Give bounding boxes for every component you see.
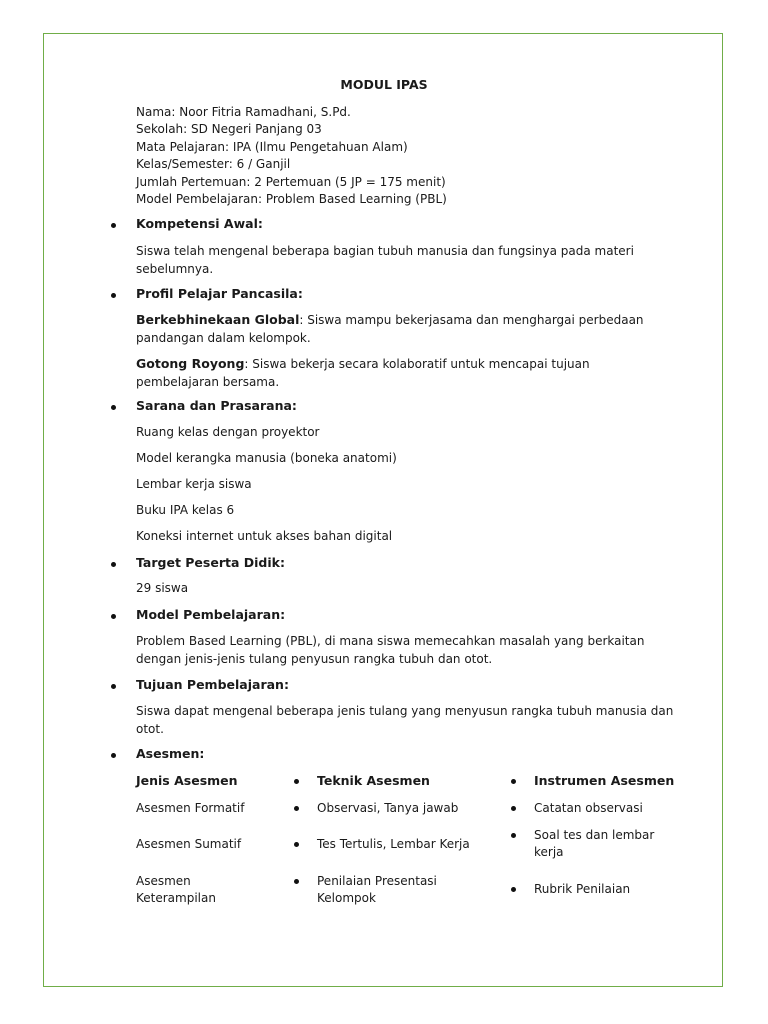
target-heading: Target Peserta Didik: bbox=[136, 555, 285, 570]
kompetensi-text: Siswa telah mengenal beberapa bagian tubuh manusia dan fungsinya pada materi sebelumnya. bbox=[136, 244, 634, 276]
profil-desc: : Siswa mampu bekerjasama dan menghargai perbedaan pandangan dalam kelompok. bbox=[136, 313, 644, 345]
table-header-teknik: Teknik Asesmen bbox=[317, 773, 430, 788]
bullet-icon bbox=[111, 293, 116, 298]
info-block bbox=[136, 104, 447, 208]
bullet-icon bbox=[111, 684, 116, 689]
tujuan-heading: Tujuan Pembelajaran: bbox=[136, 677, 289, 692]
model-heading: Model Pembelajaran: bbox=[136, 607, 286, 622]
profil-item-global bbox=[136, 311, 676, 347]
table-cell: Catatan observasi bbox=[534, 801, 643, 815]
table-cell: Penilaian Presentasi Kelompok bbox=[317, 874, 437, 905]
table-cell: Rubrik Penilaian bbox=[534, 882, 631, 896]
bullet-icon bbox=[111, 405, 116, 410]
info-model: Model Pembelajaran: Problem Based Learning (PBL) bbox=[136, 192, 447, 207]
table-cell: Tes Tertulis, Lembar Kerja bbox=[317, 837, 470, 851]
info-nama: Nama: Noor Fitria Ramadhani, S.Pd. bbox=[136, 105, 351, 119]
info-kelas: Kelas/Semester: 6 / Ganjil bbox=[136, 157, 291, 172]
table-cell: Asesmen Sumatif bbox=[136, 837, 242, 851]
kompetensi-heading: Kompetensi Awal: bbox=[136, 216, 263, 231]
document-title: MODUL IPAS bbox=[340, 77, 428, 92]
table-header-jenis: Jenis Asesmen bbox=[136, 773, 238, 788]
info-pertemuan: Jumlah Pertemuan: 2 Pertemuan (5 JP = 175 menit) bbox=[136, 174, 446, 189]
sarana-item: Model kerangka manusia (boneka anatomi) bbox=[136, 451, 397, 465]
table-header-instrumen: Instrumen Asesmen bbox=[534, 773, 675, 788]
profil-item-gotong bbox=[136, 355, 676, 391]
sarana-item: Lembar kerja siswa bbox=[136, 477, 252, 491]
target-text: 29 siswa bbox=[136, 581, 189, 595]
bullet-icon bbox=[111, 223, 116, 228]
profil-term: Gotong Royong bbox=[136, 356, 245, 371]
bullet-icon bbox=[111, 614, 116, 619]
profil-heading: Profil Pelajar Pancasila: bbox=[136, 286, 303, 301]
table-cell: Asesmen Keterampilan bbox=[136, 874, 216, 905]
bullet-icon bbox=[294, 806, 299, 811]
asesmen-heading: Asesmen: bbox=[136, 746, 205, 761]
bullet-icon bbox=[111, 753, 116, 758]
table-cell: Soal tes dan lembar kerja bbox=[534, 828, 655, 859]
profil-desc: : Siswa bekerja secara kolaboratif untuk mencapai tujuan pembelajaran bersama. bbox=[136, 357, 590, 389]
sarana-item: Koneksi internet untuk akses bahan digital bbox=[136, 529, 393, 543]
bullet-icon bbox=[294, 779, 299, 784]
bullet-icon bbox=[511, 887, 516, 892]
tujuan-text: Siswa dapat mengenal beberapa jenis tulang yang menyusun rangka tubuh manusia dan otot. bbox=[136, 704, 674, 736]
table-cell: Observasi, Tanya jawab bbox=[317, 801, 459, 815]
info-sekolah: Sekolah: SD Negeri Panjang 03 bbox=[136, 122, 322, 137]
sarana-item: Buku IPA kelas 6 bbox=[136, 503, 235, 517]
info-mapel: Mata Pelajaran: IPA (Ilmu Pengetahuan Alam) bbox=[136, 139, 408, 154]
bullet-icon bbox=[111, 562, 116, 567]
sarana-heading: Sarana dan Prasarana: bbox=[136, 398, 297, 413]
profil-term: Berkebhinekaan Global bbox=[136, 312, 300, 327]
bullet-icon bbox=[294, 842, 299, 847]
bullet-icon bbox=[511, 833, 516, 838]
sarana-item: Ruang kelas dengan proyektor bbox=[136, 425, 320, 439]
bullet-icon bbox=[511, 806, 516, 811]
table-cell: Asesmen Formatif bbox=[136, 801, 245, 815]
model-text: Problem Based Learning (PBL), di mana siswa memecahkan masalah yang berkaitan dengan jenis-jenis tulang penyusun rangka tubuh dan otot. bbox=[136, 634, 645, 666]
bullet-icon bbox=[294, 879, 299, 884]
bullet-icon bbox=[511, 779, 516, 784]
